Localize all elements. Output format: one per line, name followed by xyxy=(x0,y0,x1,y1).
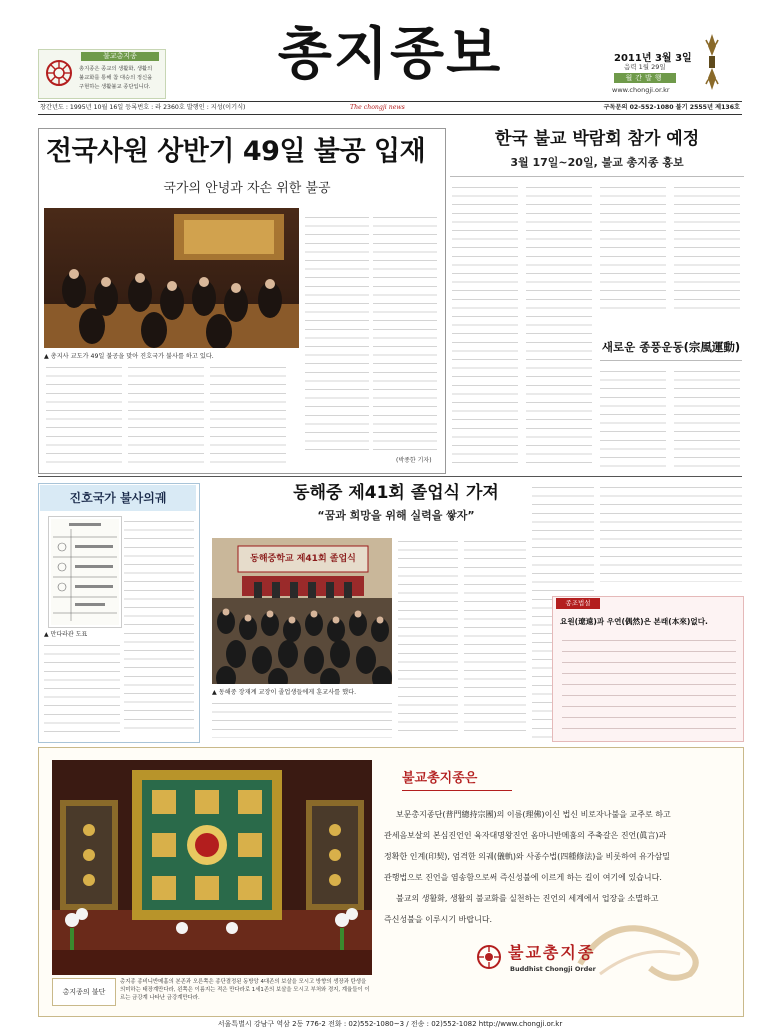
story3-col-d xyxy=(212,698,392,738)
story2-col-a xyxy=(452,182,518,470)
bottom-paragraph: 즉신성불을 이루시기 바랍니다. xyxy=(384,915,493,924)
order-logo-icon xyxy=(476,944,502,970)
altar-caption: 총지종 종비니반메훔의 본존과 오른쪽은 종단결정된 동방앙 4대존의 보살을 모시고 방향의 생장과 탄생을 의미하는 태장계만다라, 왼쪽은 이름지는 적은 만다라로 1세1존의 보살을 모시고 부처와 경지, 계율들이 이르는 금강계 나타난 금강계만다라. xyxy=(120,979,370,1001)
bottom-paragraph: 관세음보살의 본심진언인 육자대명왕진언 옴마니반메훔의 주축갈은 진언(眞言)과 xyxy=(384,831,667,840)
dharma-wheel-icon xyxy=(45,59,73,87)
story1-col-d xyxy=(305,212,369,452)
bottom-title-rule xyxy=(402,790,512,791)
story1-byline: (박종한 기자) xyxy=(396,457,432,464)
altar-caption-tag: 총지종의 불단 xyxy=(52,978,116,1006)
ritual-title: 진호국가 불사의궤 xyxy=(40,485,196,511)
story3-col-b xyxy=(464,536,526,738)
ritual-col-b xyxy=(124,516,194,736)
story3-photo-caption: ▲ 동해중 장재계 교장이 졸업생들에게 훈교사를 했다. xyxy=(212,689,357,696)
story3-subhead: “꿈과 희망을 위해 실력을 쌓자” xyxy=(317,509,475,522)
bottom-paragraph: 관행법으로 진언을 염송함으로써 즉신성불에 이르게 하는 길이 여기에 있습니다. xyxy=(384,873,662,882)
corner-title: 불교총지종 xyxy=(81,52,159,61)
story2-headline: 한국 불교 박람회 참가 예정 xyxy=(494,129,700,149)
website[interactable]: www.chongji.or.kr xyxy=(612,86,670,94)
lunar-date: 음력 1월 29일 xyxy=(624,63,666,71)
dharma-headline: 요원(遼遠)과 우연(偶然)은 본래(本來)없다. xyxy=(560,617,708,626)
mandala-diagram xyxy=(48,516,122,628)
story1-photo-caption: ▲ 총지사 교도가 49일 불공을 맞아 진호국가 불사를 하고 있다. xyxy=(44,353,214,360)
corner-line: 총지종은 종교의 생활화, 생활의 xyxy=(79,66,153,72)
story3-photo xyxy=(212,538,392,684)
paper-title: 총지종보 xyxy=(277,22,503,87)
dharma-tag: 종조법설 xyxy=(556,598,600,609)
story3-headline: 동해중 제41회 졸업식 가져 xyxy=(293,483,499,503)
story1-headline: 전국사원 상반기 49일 불공 입재 xyxy=(46,136,426,167)
info-left: 창간년도 : 1995년 10월 16일 등록번호 : 라 2360호 발행인 : 지성(이기식) xyxy=(40,104,246,111)
info-bar xyxy=(38,101,742,115)
corner-line: 구현하는 생활불교 종단입니다. xyxy=(79,84,151,90)
bottom-paragraph: 불교의 생활화, 생활의 불교화를 실천하는 진언의 세계에서 업장을 소멸하고 xyxy=(396,894,659,903)
altar-photo xyxy=(52,760,372,975)
movement-col-a xyxy=(600,366,666,470)
corner-line: 불교화를 통해 참 대승의 정신을 xyxy=(79,75,153,81)
issue-date: 2011년 3월 3일 xyxy=(614,53,692,64)
ritual-col-a xyxy=(44,640,120,736)
order-logo-en: Buddhist Chongji Order xyxy=(510,965,596,973)
story3-col-a xyxy=(398,536,458,738)
bottom-title: 불교총지종은 xyxy=(402,771,478,786)
frequency-badge: 월간발행 xyxy=(614,73,676,83)
footer: 서울특별시 강남구 역삼 2동 776-2 전화 : 02)552-1080~3 / 전송 : 02)552-1082 http://www.chongji.or.kr xyxy=(217,1020,563,1028)
story2-col-b xyxy=(526,182,592,470)
story1-subhead: 국가의 안녕과 자손 위한 불공 xyxy=(163,181,331,196)
order-logo-name: 불교총지종 xyxy=(508,943,596,962)
story2-col-c xyxy=(600,182,666,314)
info-center: The chongji news xyxy=(350,104,405,111)
info-right: 구독문의 02-552-1080 불기 2555년 제136호 xyxy=(603,104,740,111)
movement-col-b xyxy=(674,366,740,470)
vajra-icon xyxy=(702,32,722,92)
story1-col-c xyxy=(210,362,286,464)
graduation-banner: 동해중학교 제41회 졸업식 xyxy=(250,554,356,564)
story1-col-a xyxy=(46,362,122,464)
corner-box xyxy=(38,49,166,99)
story1-col-b xyxy=(128,362,204,464)
story3-col-e xyxy=(600,482,742,582)
story1-col-e xyxy=(373,212,437,452)
bottom-paragraph: 정확한 인계(印契), 엄격한 의궤(儀軌)와 사종수법(四種修法)을 비롯하여 유가삼밀 xyxy=(384,852,670,861)
story1-photo xyxy=(44,208,299,348)
masthead xyxy=(0,0,780,100)
bottom-paragraph: 보문총지종단(普門總持宗團)의 이름(理佛)이신 법신 비로자나불을 교주로 하고 xyxy=(396,810,671,819)
story2-col-d xyxy=(674,182,740,314)
diagram-caption: ▲ 만다라관 도표 xyxy=(44,631,88,638)
movement-headline: 새로운 종풍운동(宗風運動) xyxy=(601,340,741,354)
story2-subhead: 3월 17일~20일, 불교 총지종 홍보 xyxy=(510,156,684,169)
dharma-text xyxy=(562,634,736,734)
